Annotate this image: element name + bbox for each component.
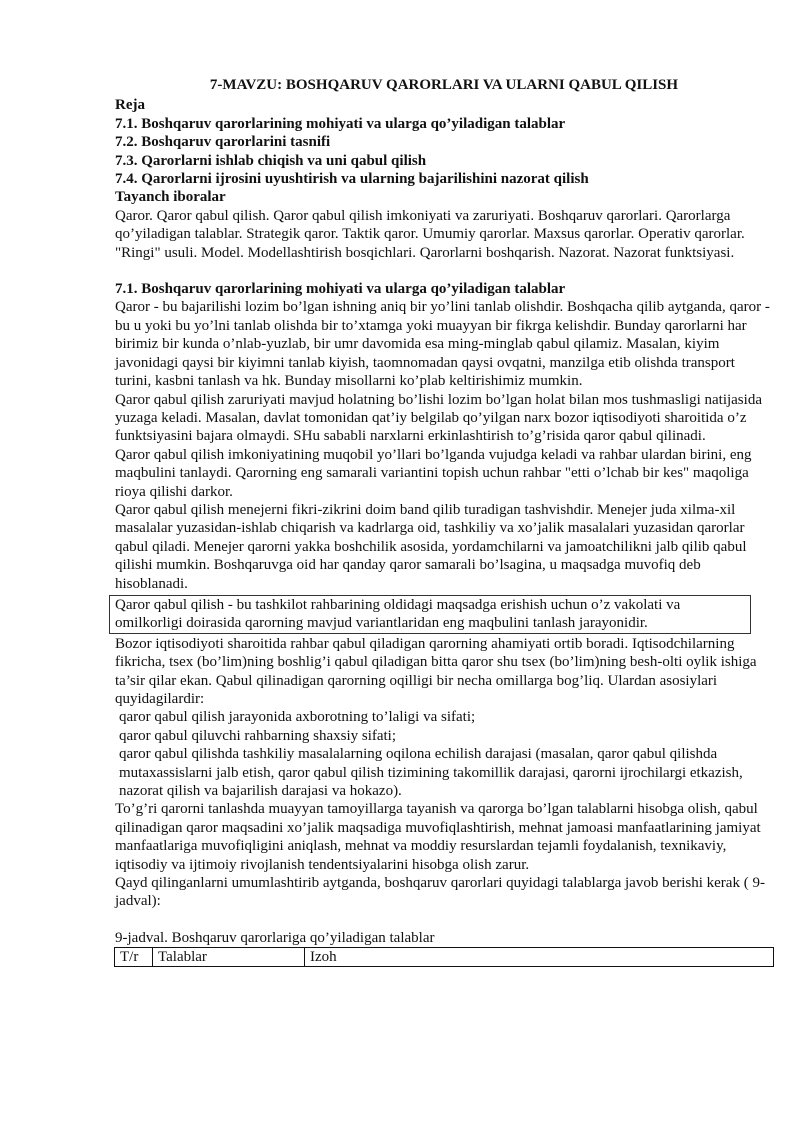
definition-text: Qaror qabul qilish - bu tashkilot rahbarining oldidagi maqsadga erishish uchun o’z vakolati va omilkorligi doirasida qarorning mavjud variantlaridan eng maqbulini tanlash jarayonidir.	[115, 596, 681, 632]
document-title: 7-MAVZU: BOSHQARUV QARORLARI VA ULARNI QABUL QILISH	[209, 77, 679, 93]
definition-box	[109, 595, 751, 634]
requirements-table	[114, 947, 774, 967]
body-paragraph: Qaror qabul qilish zaruriyati mavjud holatning bo’lishi lozim bo’lgan holat bilan mos tushmasligi natijasida yuzaga keladi. Masalan, davlat tomonidan qat’iy belgilab qo’yilgan narx bozor iqtisodiyoti sharoitida o’z funktsiyasini bajara olmaydi. SHu sababli narxlarni erkinlashtirish to’g’risida qaror qabul qilinadi.	[115, 391, 762, 445]
plan-item: 7.3. Qarorlarni ishlab chiqish va uni qabul qilish	[115, 152, 427, 169]
factor-item: qaror qabul qilish jarayonida axborotning to’laligi va sifati;	[119, 709, 476, 726]
keywords-text: Qaror. Qaror qabul qilish. Qaror qabul qilish imkoniyati va zaruriyati. Boshqaruv qarorlari. Qarorlarga qo’yiladigan talablar. Strategik qaror. Taktik qaror. Umumiy qarorlar. Maxsus qarorlar. Operativ qarorlar. "Ringi" usuli. Model. Modellashtirish bosqichlari. Qarorlarni boshqarish. Nazorat. Nazorat funktsiyasi.	[115, 207, 745, 261]
spacer	[115, 911, 773, 929]
table-header-cell: Izoh	[305, 948, 774, 967]
table-header-row	[115, 948, 774, 967]
body-paragraph: Qayd qilinganlarni umumlashtirib aytganda, boshqaruv qarorlari quyidagi talablarga javob berishi kerak ( 9-jadval):	[115, 875, 765, 910]
body-paragraph: To’g’ri qarorni tanlashda muayyan tamoyillarga tayanish va qarorga bo’lgan talablarni hisobga olish, qabul qilinadigan qaror maqsadini xo’jalik maqsadiga muvofiqlashtirish, mehnat jamoasi manfaatlarining jamiyat manfaatlariga muvofiqligini aniqlash, mehnat va moddiy resurslardan tejamli foydalanish, texnikaviy, iqtisodiy va ijtimoiy rivojlanish tendentsiyalarini hisobga olish zarur.	[115, 801, 761, 873]
document-page	[115, 76, 773, 967]
factor-item: qaror qabul qilishda tashkiliy masalalarning oqilona echilish darajasi (masalan, qaror qabul qilishda mutaxassislarni jalb etish, qaror qabul qilish tizimining takomillik darajasi, qarorni ijrochilargi etkazish, nazorat qilish va bajarilish darajasi va hokazo).	[119, 746, 743, 800]
plan-item: 7.4. Qarorlarni ijrosini uyushtirish va ularning bajarilishini nazorat qilish	[115, 171, 589, 188]
section-heading: 7.1. Boshqaruv qarorlarining mohiyati va ularga qo’yiladigan talablar	[115, 281, 566, 298]
body-paragraph: Qaror qabul qilish menejerni fikri-zikrini doim band qilib turadigan tashvishdir. Menejer juda xilma-xil masalalar yuzasidan-ishlab chiqarish va kadrlarga oid, tashkiliy va xo’jalik masalalari yuzasidan qarorlar qabul qiladi. Menejer qarorni yakka boshchilik asosida, yordamchilarni va jamoatchilikni jalb qilib qabul qilishi mumkin. Boshqaruvga oid har qanday qaror samarali bo’lsagina, u maqsadga muvofiq deb hisoblanadi.	[115, 501, 747, 592]
plan-item: 7.1. Boshqaruv qarorlarining mohiyati va ularga qo’yiladigan talablar	[115, 115, 566, 132]
table-header-cell: T/r	[115, 948, 153, 967]
body-paragraph: Bozor iqtisodiyoti sharoitida rahbar qabul qiladigan qarorning ahamiyati ortib boradi. Iqtisodchilarning fikricha, tsex (bo’lim)ning boshlig’i qabul qiladigan bitta qaror shu tsex (bo’lim)ning besh-olti oylik ishiga ta’sir qilar ekan. Qabul qilinadigan qarorning oqilligi bir necha omillarga bog’liq. Ulardan asosiylari quyidagilardir:	[115, 635, 757, 707]
keywords-label: Tayanch iboralar	[115, 189, 226, 206]
spacer	[115, 262, 773, 280]
plan-label: Reja	[115, 97, 145, 114]
body-paragraph: Qaror - bu bajarilishi lozim bo’lgan ishning aniq bir yo’lini tanlab olishdir. Boshqacha qilib aytganda, qaror - bu u yoki bu yo’lni tanlab olishda bir to’xtamga yoki muayyan bir fikrga kelishdir. Bunday qarorlarni har birimiz bir kunda o’nlab-yuzlab, bir umr davomida esa ming-minglab qabul qilamiz. Masalan, kiyim javonidagi qaysi bir kiyimni tanlab kiyish, taomnomadan qaysi ovqatni, manzilga etib olishda transport turini, kasbni tanlash va hk. Bunday misollarni ko’plab keltirishimiz mumkin.	[115, 299, 770, 390]
body-paragraph: Qaror qabul qilish imkoniyatining muqobil yo’llari bo’lganda vujudga keladi va rahbar ulardan birini, eng maqbulini tanlaydi. Qarorning eng samarali variantini topish uchun rahbar "etti o’lchab bir kes" maqoliga rioya qilishi darkor.	[115, 446, 752, 500]
table-caption: 9-jadval. Boshqaruv qarorlariga qo’yiladigan talablar	[115, 929, 435, 946]
factor-item: qaror qabul qiluvchi rahbarning shaxsiy sifati;	[119, 727, 397, 744]
plan-item: 7.2. Boshqaruv qarorlarini tasnifi	[115, 134, 331, 151]
table-header-cell: Talablar	[153, 948, 305, 967]
